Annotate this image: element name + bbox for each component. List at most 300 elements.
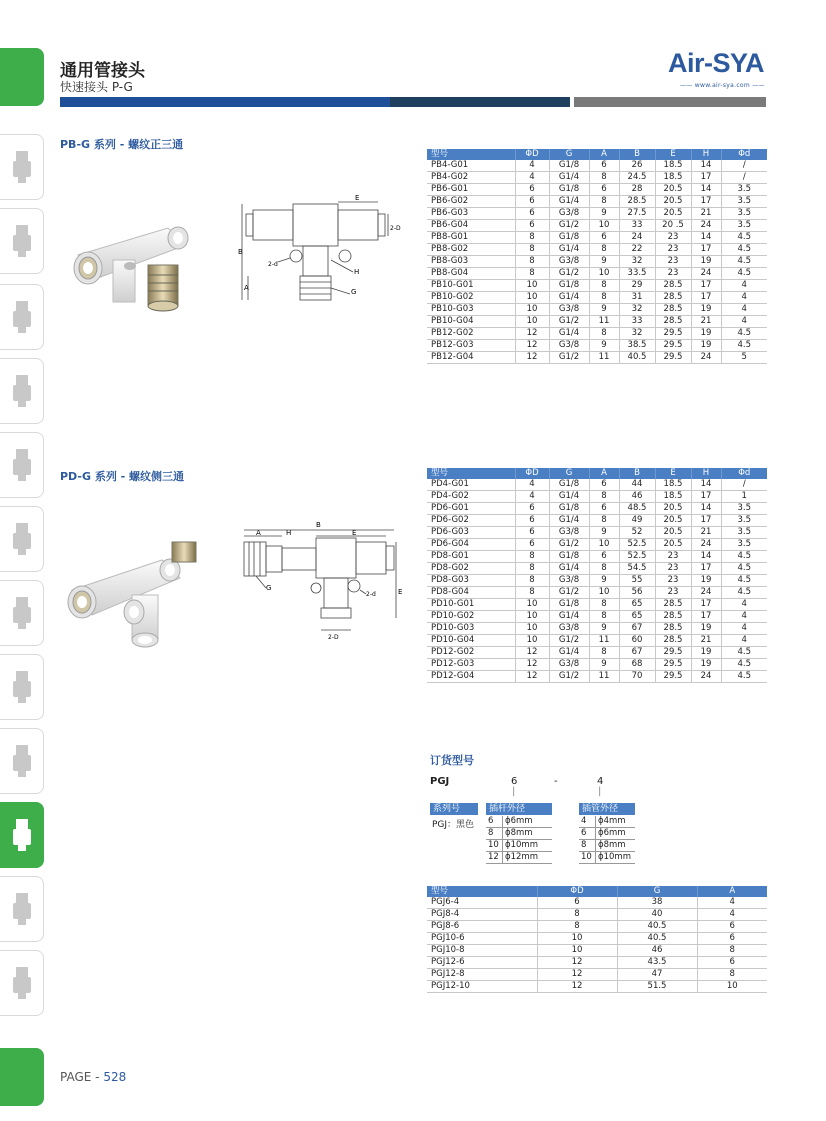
table-cell: 22 — [619, 244, 655, 256]
table-cell: 70 — [619, 671, 655, 683]
table-cell: G3/8 — [549, 208, 589, 220]
table-cell: 8 — [515, 551, 549, 563]
table-row — [427, 623, 767, 635]
table-cell: G1/8 — [549, 280, 589, 292]
table-cell: G1/8 — [549, 503, 589, 515]
mini-cell: ϕ12mm — [503, 852, 553, 864]
table-cell: 14 — [691, 184, 721, 196]
table-cell: 20.5 — [655, 208, 691, 220]
table-row — [427, 587, 767, 599]
table-cell: 20 .5 — [655, 220, 691, 232]
table-cell: 21 — [691, 635, 721, 647]
table-cell: 23 — [655, 587, 691, 599]
table-cell: G1/4 — [549, 563, 589, 575]
list-item — [486, 816, 552, 828]
table-cell: 20.5 — [655, 539, 691, 551]
table-cell: 27.5 — [619, 208, 655, 220]
table-row — [427, 268, 767, 280]
table-cell: 6 — [589, 503, 619, 515]
table-cell: 19 — [691, 623, 721, 635]
table-row — [427, 671, 767, 683]
table-cell: 4.5 — [721, 671, 767, 683]
table-row — [427, 921, 767, 933]
table-header-cell: 型号 — [427, 468, 515, 479]
table-cell: 9 — [589, 575, 619, 587]
sidebar-category-tab[interactable] — [0, 728, 44, 794]
table-cell: 23 — [655, 575, 691, 587]
table-cell: 12 — [515, 352, 549, 364]
table-header-cell: B — [619, 468, 655, 479]
table-cell: G1/8 — [549, 232, 589, 244]
table-cell: 12 — [515, 647, 549, 659]
table-cell: G1/4 — [549, 328, 589, 340]
table-row — [427, 981, 767, 993]
table-cell: PB6-G04 — [427, 220, 515, 232]
table-row — [427, 160, 767, 172]
table-cell: G1/2 — [549, 635, 589, 647]
table-cell: 6 — [515, 539, 549, 551]
table-cell: 18.5 — [655, 160, 691, 172]
table-cell: 23 — [655, 244, 691, 256]
page-subtitle: 快速接头 P-G — [60, 80, 133, 94]
table-cell: 43.5 — [617, 957, 697, 969]
table-cell: 4 — [721, 635, 767, 647]
sidebar-category-tab[interactable] — [0, 284, 44, 350]
list-item — [579, 828, 635, 840]
table-cell: 10 — [515, 316, 549, 328]
table-header-cell: ΦD — [537, 886, 617, 897]
table-row — [427, 635, 767, 647]
table-cell: 12 — [515, 671, 549, 683]
table-cell: 21 — [691, 527, 721, 539]
table-cell: 24 — [691, 539, 721, 551]
table-row — [427, 196, 767, 208]
table-cell: 32 — [619, 304, 655, 316]
table-cell: 10 — [537, 945, 617, 957]
table-cell: PB4-G02 — [427, 172, 515, 184]
list-item — [579, 852, 635, 864]
pb-label-b: B — [238, 248, 243, 256]
sidebar-category-tab[interactable] — [0, 802, 44, 868]
table-row — [427, 957, 767, 969]
table-cell: 10 — [589, 220, 619, 232]
table-cell: PD8-G04 — [427, 587, 515, 599]
table-cell: 9 — [589, 256, 619, 268]
table-header-cell: ΦD — [515, 149, 549, 160]
table-cell: 28.5 — [655, 599, 691, 611]
table-cell: G1/8 — [549, 551, 589, 563]
table-cell: PB10-G02 — [427, 292, 515, 304]
table-cell: 12 — [537, 981, 617, 993]
table-cell: PB6-G03 — [427, 208, 515, 220]
sidebar-category-tab[interactable] — [0, 432, 44, 498]
table-cell: 18.5 — [655, 479, 691, 491]
table-cell: 28.5 — [655, 280, 691, 292]
mini-cell: 10 — [486, 840, 503, 852]
table-cell: 29.5 — [655, 352, 691, 364]
list-item — [486, 840, 552, 852]
sidebar-category-tab[interactable] — [0, 580, 44, 646]
table-cell: 33 — [619, 220, 655, 232]
table-cell: G1/8 — [549, 184, 589, 196]
table-cell: 4.5 — [721, 268, 767, 280]
table-cell: 19 — [691, 659, 721, 671]
table-cell: 4.5 — [721, 328, 767, 340]
table-cell: 4 — [721, 623, 767, 635]
table-cell: 40.5 — [619, 352, 655, 364]
table-row — [427, 647, 767, 659]
table-header-cell: ΦD — [515, 468, 549, 479]
table-cell: G1/4 — [549, 611, 589, 623]
table-cell: 4 — [515, 491, 549, 503]
table-cell: 4 — [721, 599, 767, 611]
table-row — [427, 599, 767, 611]
table-cell: 24 — [691, 352, 721, 364]
pd-label-2d-small: 2-d — [366, 591, 376, 598]
table-cell: 10 — [589, 587, 619, 599]
table-cell: 17 — [691, 611, 721, 623]
sidebar-category-tab[interactable] — [0, 950, 44, 1016]
table-cell: 8 — [515, 244, 549, 256]
page-title: 通用管接头 — [60, 61, 145, 81]
table-cell: 17 — [691, 280, 721, 292]
series-head: 系列号 — [430, 803, 478, 815]
table-cell: 8 — [589, 328, 619, 340]
table-cell: G1/2 — [549, 671, 589, 683]
table-cell: 3.5 — [721, 220, 767, 232]
table-cell: 21 — [691, 316, 721, 328]
table-cell: PD6-G01 — [427, 503, 515, 515]
table-cell: 3.5 — [721, 515, 767, 527]
table-cell: 29.5 — [655, 659, 691, 671]
table-cell: G1/4 — [549, 491, 589, 503]
table-cell: 10 — [515, 623, 549, 635]
table-cell: PGJ12-6 — [427, 957, 537, 969]
sidebar-category-tab[interactable] — [0, 208, 44, 274]
table-row — [427, 945, 767, 957]
table-cell: PB10-G01 — [427, 280, 515, 292]
table-cell: G1/2 — [549, 268, 589, 280]
order-dash: - — [554, 776, 558, 787]
list-item — [579, 840, 635, 852]
table-cell: 8 — [589, 647, 619, 659]
table-cell: G1/4 — [549, 515, 589, 527]
table-cell: G1/2 — [549, 220, 589, 232]
table-cell: 17 — [691, 491, 721, 503]
table-row — [427, 563, 767, 575]
table-cell: 8 — [515, 587, 549, 599]
table-cell: G1/2 — [549, 316, 589, 328]
table-cell: 8 — [515, 256, 549, 268]
table-row — [427, 897, 767, 909]
table-cell: G3/8 — [549, 304, 589, 316]
table-cell: 9 — [589, 623, 619, 635]
pb-label-2d: 2-D — [390, 225, 401, 232]
table-cell: 17 — [691, 599, 721, 611]
pb-label-e: E — [355, 194, 360, 202]
table-cell: 4.5 — [721, 647, 767, 659]
table-cell: PB8-G02 — [427, 244, 515, 256]
table-cell: PGJ10-8 — [427, 945, 537, 957]
table-cell: G1/4 — [549, 172, 589, 184]
table-cell: 4.5 — [721, 340, 767, 352]
table-cell: 29.5 — [655, 340, 691, 352]
table-cell: 9 — [589, 527, 619, 539]
category-icon — [9, 815, 35, 855]
table-row — [427, 969, 767, 981]
table-cell: 4.5 — [721, 232, 767, 244]
table-cell: G1/8 — [549, 160, 589, 172]
table-cell: 6 — [515, 503, 549, 515]
sidebar-category-tab[interactable] — [0, 506, 44, 572]
table-header-cell: A — [697, 886, 767, 897]
table-header-cell: H — [691, 149, 721, 160]
table-cell: PB8-G01 — [427, 232, 515, 244]
table-cell: 4.5 — [721, 575, 767, 587]
header-bar-gray — [574, 97, 766, 107]
table-cell: 33.5 — [619, 268, 655, 280]
table-cell: 6 — [589, 232, 619, 244]
table-cell: 14 — [691, 232, 721, 244]
table-cell: 29.5 — [655, 671, 691, 683]
pd-label-e-vertical: E — [398, 588, 403, 596]
table-header-cell: G — [549, 149, 589, 160]
pb-label-2d-small: 2-d — [268, 261, 278, 268]
table-cell: 3.5 — [721, 208, 767, 220]
mini-cell: ϕ6mm — [596, 828, 636, 840]
table-cell: PD6-G02 — [427, 515, 515, 527]
table-cell: 6 — [515, 196, 549, 208]
table-cell: 4.5 — [721, 587, 767, 599]
table-cell: 28.5 — [655, 635, 691, 647]
table-cell: PD10-G04 — [427, 635, 515, 647]
mini-cell: ϕ6mm — [503, 816, 553, 828]
table-row — [427, 244, 767, 256]
sidebar-category-tab[interactable] — [0, 358, 44, 424]
table-cell: G3/8 — [549, 659, 589, 671]
table-cell: G1/2 — [549, 539, 589, 551]
table-cell: 8 — [589, 599, 619, 611]
table-cell: 52 — [619, 527, 655, 539]
category-icon — [9, 667, 35, 707]
table-cell: 12 — [537, 969, 617, 981]
table-cell: 3.5 — [721, 539, 767, 551]
table-cell: G1/8 — [549, 479, 589, 491]
table-cell: 6 — [589, 160, 619, 172]
order-part2: 4 — [597, 776, 604, 787]
pb-technical-drawing — [238, 190, 413, 320]
table-cell: 8 — [515, 575, 549, 587]
table-cell: 4 — [721, 280, 767, 292]
table-cell: 40.5 — [617, 921, 697, 933]
table-row — [427, 575, 767, 587]
order-part1: 6 — [511, 776, 518, 787]
table-cell: PD12-G04 — [427, 671, 515, 683]
table-cell: PB10-G03 — [427, 304, 515, 316]
table-row — [427, 479, 767, 491]
table-cell: PD10-G01 — [427, 599, 515, 611]
table-cell: 11 — [589, 316, 619, 328]
table-cell: 4 — [515, 479, 549, 491]
table-cell: 14 — [691, 160, 721, 172]
table-cell: 28.5 — [655, 623, 691, 635]
pb-product-image — [68, 220, 208, 320]
mini-cell: 4 — [579, 816, 596, 828]
table-cell: 12 — [515, 659, 549, 671]
sidebar-category-tab[interactable] — [0, 876, 44, 942]
table-cell: 6 — [515, 527, 549, 539]
sidebar-category-tab[interactable] — [0, 654, 44, 720]
table-cell: 4 — [697, 897, 767, 909]
mini-cell: ϕ4mm — [596, 816, 636, 828]
table-cell: 5 — [721, 352, 767, 364]
table-cell: 38 — [617, 897, 697, 909]
table-cell: 28.5 — [655, 611, 691, 623]
table-row — [427, 304, 767, 316]
table-header-cell: E — [655, 468, 691, 479]
list-item — [486, 852, 552, 864]
table-cell: 6 — [589, 184, 619, 196]
table-cell: / — [721, 172, 767, 184]
table-cell: 28.5 — [655, 316, 691, 328]
table-header-cell: B — [619, 149, 655, 160]
table-cell: 4 — [515, 172, 549, 184]
table-cell: 8 — [537, 921, 617, 933]
table-cell: 6 — [515, 208, 549, 220]
table-cell: 4 — [721, 611, 767, 623]
table-cell: 32 — [619, 256, 655, 268]
table-cell: 18.5 — [655, 172, 691, 184]
category-icon — [9, 593, 35, 633]
table-cell: 20.5 — [655, 184, 691, 196]
table-cell: 17 — [691, 563, 721, 575]
table-cell: 65 — [619, 611, 655, 623]
table-cell: 10 — [697, 981, 767, 993]
table-cell: 3.5 — [721, 503, 767, 515]
tube-table — [579, 816, 635, 864]
table-cell: G3/8 — [549, 575, 589, 587]
table-cell: 28.5 — [619, 196, 655, 208]
category-icon — [9, 741, 35, 781]
table-cell: G1/4 — [549, 292, 589, 304]
table-cell: PGJ12-10 — [427, 981, 537, 993]
table-cell: 8 — [589, 515, 619, 527]
table-cell: 31 — [619, 292, 655, 304]
mini-cell: 8 — [579, 840, 596, 852]
page-number: PAGE - 528 — [60, 1070, 127, 1084]
pd-label-g: G — [266, 584, 272, 592]
table-cell: 65 — [619, 599, 655, 611]
table-cell: 6 — [515, 515, 549, 527]
table-header-cell: H — [691, 468, 721, 479]
pb-label-a: A — [244, 284, 249, 292]
table-cell: 6 — [589, 479, 619, 491]
table-cell: PD6-G04 — [427, 539, 515, 551]
category-icon — [9, 519, 35, 559]
table-cell: 23 — [655, 232, 691, 244]
table-cell: 19 — [691, 575, 721, 587]
table-cell: 24 — [691, 587, 721, 599]
table-cell: PB12-G04 — [427, 352, 515, 364]
table-cell: G3/8 — [549, 256, 589, 268]
sidebar-category-tab[interactable] — [0, 134, 44, 200]
table-cell: 46 — [619, 491, 655, 503]
table-cell: 9 — [589, 340, 619, 352]
table-cell: 4 — [515, 160, 549, 172]
table-cell: 11 — [589, 635, 619, 647]
table-cell: 17 — [691, 244, 721, 256]
table-cell: 68 — [619, 659, 655, 671]
table-cell: 28 — [619, 184, 655, 196]
rod-table — [486, 816, 552, 864]
table-cell: 6 — [697, 933, 767, 945]
table-cell: 40 — [617, 909, 697, 921]
table-cell: G3/8 — [549, 623, 589, 635]
table-cell: G1/4 — [549, 244, 589, 256]
table-cell: 24 — [691, 671, 721, 683]
table-cell: 29.5 — [655, 328, 691, 340]
table-header-cell: E — [655, 149, 691, 160]
table-cell: 6 — [537, 897, 617, 909]
table-cell: PGJ12-8 — [427, 969, 537, 981]
table-cell: 19 — [691, 304, 721, 316]
table-cell: 12 — [515, 340, 549, 352]
mini-cell: ϕ10mm — [596, 852, 636, 864]
category-icon — [9, 445, 35, 485]
order-code: PGJ — [430, 776, 450, 787]
table-cell: 14 — [691, 503, 721, 515]
table-cell: 20.5 — [655, 503, 691, 515]
table-row — [427, 933, 767, 945]
table-cell: 55 — [619, 575, 655, 587]
table-header-cell: Φd — [721, 468, 767, 479]
pb-label-g: G — [351, 288, 357, 296]
mini-cell: 10 — [579, 852, 596, 864]
mini-cell: ϕ8mm — [503, 828, 553, 840]
table-row — [427, 292, 767, 304]
table-cell: 38.5 — [619, 340, 655, 352]
table-cell: 49 — [619, 515, 655, 527]
table-cell: PD10-G03 — [427, 623, 515, 635]
brand-url: —— www.air-sya.com —— — [680, 82, 765, 89]
list-item — [579, 816, 635, 828]
pd-label-h: H — [286, 529, 292, 537]
table-cell: 24 — [691, 220, 721, 232]
brand-logo: Air-SYA — [668, 48, 765, 78]
table-row — [427, 659, 767, 671]
table-cell: PD8-G03 — [427, 575, 515, 587]
table-cell: PGJ10-6 — [427, 933, 537, 945]
table-row — [427, 184, 767, 196]
table-cell: PD4-G01 — [427, 479, 515, 491]
mini-cell: 12 — [486, 852, 503, 864]
table-cell: 9 — [589, 659, 619, 671]
tube-head: 插管外径 — [579, 803, 635, 815]
table-header-cell: G — [617, 886, 697, 897]
table-cell: PB8-G03 — [427, 256, 515, 268]
pgj-spec-table — [427, 886, 767, 993]
table-cell: 29.5 — [655, 647, 691, 659]
table-cell: 17 — [691, 292, 721, 304]
table-cell: 8 — [697, 945, 767, 957]
table-cell: 8 — [515, 268, 549, 280]
table-cell: G1/4 — [549, 196, 589, 208]
table-cell: 4 — [697, 909, 767, 921]
order-tick-2: | — [598, 786, 602, 797]
table-cell: 6 — [697, 957, 767, 969]
category-icon — [9, 889, 35, 929]
mini-cell: ϕ10mm — [503, 840, 553, 852]
